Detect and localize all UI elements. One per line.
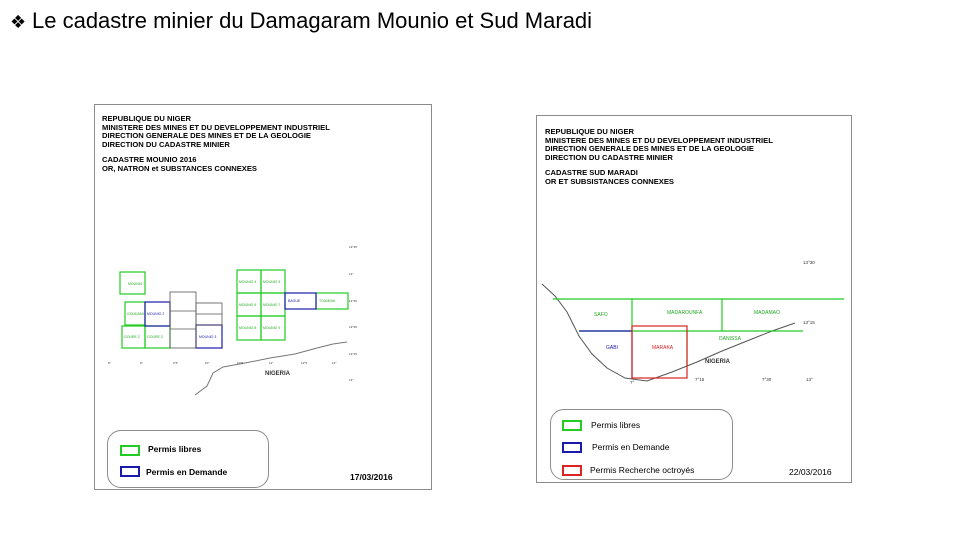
lat-label: 13°45 xyxy=(349,299,357,303)
permit-block-maraka xyxy=(632,326,687,378)
lat-label: 13° xyxy=(806,377,813,382)
map-subtitle: CADASTRE SUD MARADI xyxy=(545,168,638,178)
header-line: DIRECTION GENERALE DES MINES ET DE LA GEOLOGIE xyxy=(545,144,754,154)
lat-label: 13°15 xyxy=(803,320,815,325)
lon-label: 7°30 xyxy=(762,377,772,382)
lon-label: 11° xyxy=(269,361,274,365)
lon-label: 9° xyxy=(140,361,143,365)
lon-label: 7° xyxy=(630,380,635,385)
lat-label: 13°30 xyxy=(803,260,815,265)
legend-label-libre: Permis libres xyxy=(148,444,202,454)
country-label: NIGERIA xyxy=(705,359,731,365)
header-line: DIRECTION DU CADASTRE MINIER xyxy=(102,139,230,149)
diamond-bullet-icon: ❖ xyxy=(10,12,27,33)
block-label: MOUNIO 4 xyxy=(239,280,257,284)
nigeria-border-line xyxy=(195,342,347,395)
legend-label-demande: Permis en Demande xyxy=(592,442,670,452)
legend-label-libre: Permis libres xyxy=(591,420,641,430)
legend-swatch-demande xyxy=(562,442,582,453)
block-label: MOUNIO 8 xyxy=(239,326,257,330)
header-line: MINISTERE DES MINES ET DU DEVELOPPEMENT INDUSTRIEL xyxy=(545,135,773,145)
block-label: MOUNIO 9 xyxy=(263,326,281,330)
lat-label: 13° xyxy=(349,272,354,276)
block-label: MOUNIO 3 xyxy=(199,335,217,339)
legend-swatch-libre xyxy=(562,420,582,431)
block-label: DANISSA xyxy=(719,336,741,342)
block-label: MOUNIO 6 xyxy=(239,303,257,307)
slide-title xyxy=(10,8,592,34)
map-mounio xyxy=(94,104,432,490)
map-date: 17/03/2016 xyxy=(350,472,393,482)
legend-swatch-demande xyxy=(120,466,140,477)
lon-label: 10° xyxy=(205,361,210,365)
lat-label: 13°45' xyxy=(349,245,358,249)
legend-label-demande: Permis en Demande xyxy=(146,467,228,477)
block-label: GOUDAMI xyxy=(127,312,144,316)
block-label: MARAKA xyxy=(652,345,674,351)
block-label: MOUNIO 5 xyxy=(263,280,281,284)
legend-swatch-octroye xyxy=(562,465,582,476)
map-subtitle: OR, NATRON et SUBSTANCES CONNEXES xyxy=(102,163,257,173)
country-label: NIGERIA xyxy=(265,371,291,377)
map-date: 22/03/2016 xyxy=(789,467,832,477)
header-line: MINISTERE DES MINES ET DU DEVELOPPEMENT INDUSTRIEL xyxy=(102,122,330,132)
lat-label: 13°35 xyxy=(349,325,357,329)
block-label: GOURE 2 xyxy=(124,335,140,339)
block-label: MADAMAO xyxy=(754,310,780,316)
block-label: GOURE 3 xyxy=(147,335,163,339)
header-line: DIRECTION DU CADASTRE MINIER xyxy=(545,152,673,162)
lon-label: 12° xyxy=(332,361,337,365)
map-sud-maradi xyxy=(536,115,852,483)
lon-label: 10°5 xyxy=(237,361,244,365)
lon-label: 8° xyxy=(108,361,111,365)
block-label: BAGUE xyxy=(288,299,301,303)
block-label: MOUNIO xyxy=(128,282,143,286)
block-label: SAFO xyxy=(594,312,608,318)
header-line: REPUBLIQUE DU NIGER xyxy=(545,127,635,136)
map-mounio-legend xyxy=(107,430,269,488)
map-subtitle: CADASTRE MOUNIO 2016 xyxy=(102,155,197,165)
block-label: GABI xyxy=(606,345,618,351)
slide-title-text: Le cadastre minier du Damagaram Mounio et Sud Maradi xyxy=(32,8,593,33)
map-maradi-legend xyxy=(550,409,733,480)
legend-swatch-libre xyxy=(120,445,140,456)
block-label: TOUMNIA xyxy=(319,299,336,303)
lon-label: 11°5 xyxy=(301,361,307,365)
lon-label: 7°15 xyxy=(695,377,705,382)
block-label: MOUNIO 2 xyxy=(147,312,165,316)
block-label: MOUNIO 7 xyxy=(263,303,281,307)
header-line: DIRECTION GENERALE DES MINES ET DE LA GEOLOGIE xyxy=(102,131,311,141)
lat-label: 13° xyxy=(349,378,354,382)
lon-label: 9°5 xyxy=(173,361,178,365)
map-subtitle: OR ET SUBSISTANCES CONNEXES xyxy=(545,176,674,186)
legend-label-octroye: Permis Recherche octroyés xyxy=(590,465,695,475)
header-line: REPUBLIQUE DU NIGER xyxy=(102,114,192,123)
lat-label: 13°15 xyxy=(349,352,357,356)
block-label: MADAROUNFA xyxy=(667,310,703,316)
